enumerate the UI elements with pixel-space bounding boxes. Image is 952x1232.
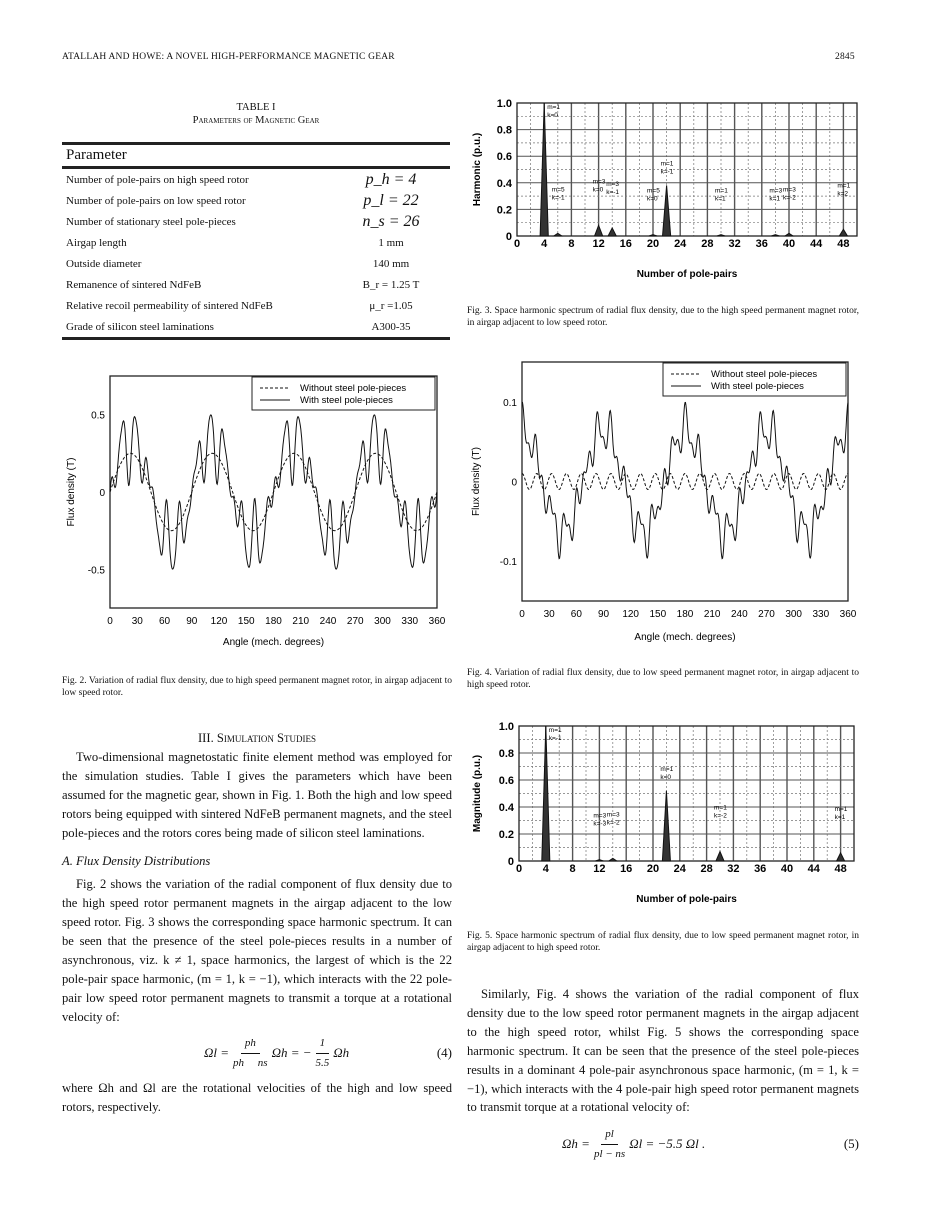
parameter-name: Outside diameter xyxy=(66,257,142,270)
peak-label-k: k=2 xyxy=(837,190,849,198)
y-axis-label: Flux density (T) xyxy=(66,457,77,527)
spectrum-peak xyxy=(554,233,562,236)
parameter-value: μ_r =1.05 xyxy=(369,299,413,312)
x-tick-label: 270 xyxy=(346,616,364,627)
y-tick-label: 1.0 xyxy=(496,98,512,110)
equation-5 xyxy=(467,1125,859,1163)
x-tick-label: 30 xyxy=(543,609,555,620)
x-tick-label: 0 xyxy=(519,609,525,620)
x-tick-label: 210 xyxy=(703,609,721,620)
parameter-value: A300-35 xyxy=(332,316,450,339)
table-row xyxy=(62,232,450,253)
left-column-text xyxy=(62,729,452,1116)
x-tick-label: 330 xyxy=(812,609,830,620)
eq-fraction xyxy=(316,1034,330,1073)
x-tick-label: 16 xyxy=(620,863,633,875)
equation-4 xyxy=(62,1035,452,1073)
parameter-name: Number of pole-pairs on high speed rotor xyxy=(66,173,249,186)
parameter-name: Number of stationary steel pole-pieces xyxy=(66,215,236,228)
figure-4-caption: Fig. 4. Variation of radial flux density, due to low speed permanent magnet rotor, in airgap adjacent to high speed rotor. xyxy=(467,668,859,690)
x-tick-label: 4 xyxy=(542,863,549,875)
peak-label-m: m=1 xyxy=(715,187,728,195)
table-header: Parameter xyxy=(62,144,450,168)
x-tick-label: 28 xyxy=(700,863,713,875)
x-tick-label: 150 xyxy=(649,609,667,620)
y-tick-label: 0.5 xyxy=(91,410,105,422)
x-axis-label: Angle (mech. degrees) xyxy=(634,632,736,643)
parameter-value: 140 mm xyxy=(372,257,410,270)
x-tick-label: 360 xyxy=(428,616,446,627)
peak-label-m: m=1 xyxy=(660,160,674,168)
spectrum-peak xyxy=(595,860,603,861)
x-tick-label: 36 xyxy=(754,863,767,875)
x-tick-label: 30 xyxy=(131,616,143,627)
eq-lhs: Ωl = xyxy=(204,1045,230,1061)
spectrum-peak xyxy=(717,235,725,236)
x-tick-label: 300 xyxy=(785,609,803,620)
denominator: 5.5 xyxy=(315,1057,330,1070)
legend-label: Without steel pole-pieces xyxy=(711,369,818,380)
paragraph: where Ωh and Ωl are the rotational velocities of the high and low speed rotors, respectively. xyxy=(62,1080,452,1114)
peak-label-m: m=1 xyxy=(714,804,727,812)
peak-label-k: k=1 xyxy=(834,813,846,821)
legend-label: With steel pole-pieces xyxy=(711,381,804,392)
figure-2-flux-density-chart xyxy=(62,368,452,653)
x-tick-label: 0 xyxy=(107,616,113,627)
y-tick-label: -0.5 xyxy=(87,565,105,577)
x-tick-label: 270 xyxy=(758,609,775,620)
y-tick-label: 0.4 xyxy=(498,802,514,814)
peak-label-k: k=-1 xyxy=(606,189,620,197)
peak-label-m: m=1 xyxy=(547,104,561,111)
table-caption: Parameters of Magnetic Gear xyxy=(192,115,320,126)
series-line-0 xyxy=(522,474,848,490)
x-axis-label: Number of pole-pairs xyxy=(636,269,738,280)
table-row xyxy=(62,253,450,274)
figure-3-harmonic-spectrum xyxy=(467,95,862,285)
y-tick-label: 0.1 xyxy=(503,397,517,409)
numerator: pl xyxy=(601,1125,618,1145)
peak-label-m: m=1 xyxy=(548,727,562,734)
x-tick-label: 40 xyxy=(780,863,794,875)
x-tick-label: 180 xyxy=(265,616,282,627)
y-tick-label: 0.2 xyxy=(496,204,512,217)
peak-label-k: k=-1 xyxy=(548,735,562,742)
x-tick-label: 0 xyxy=(513,238,521,250)
x-tick-label: 120 xyxy=(622,609,640,620)
eq-lhs: Ωh = xyxy=(562,1135,590,1151)
denominator: pl − ns xyxy=(593,1147,626,1160)
y-tick-label: -0.1 xyxy=(499,557,517,569)
x-tick-label: 44 xyxy=(807,863,820,875)
x-tick-label: 24 xyxy=(673,863,686,875)
series-line-1 xyxy=(110,415,437,569)
y-tick-label: 0.8 xyxy=(498,748,514,760)
x-tick-label: 12 xyxy=(592,238,605,250)
parameter-name: Airgap length xyxy=(66,236,127,249)
y-tick-label: 0 xyxy=(505,231,512,243)
running-header: ATALLAH AND HOWE: A NOVEL HIGH-PERFORMANCE MAGNETIC GEAR xyxy=(62,52,395,62)
x-tick-label: 90 xyxy=(186,616,198,627)
eq-fraction xyxy=(233,1034,268,1073)
peak-label-m: m=5 xyxy=(647,187,660,195)
y-axis-label: Harmonic (p.u.) xyxy=(472,132,483,207)
peak-label-m: m=5 xyxy=(551,186,565,194)
spectrum-peak xyxy=(609,858,617,861)
figure-2-caption: Fig. 2. Variation of radial flux density, due to high speed permanent magnet rotor, in airgap adjacent to low speed rotor. xyxy=(62,676,452,698)
x-tick-label: 36 xyxy=(755,238,768,250)
x-tick-label: 60 xyxy=(158,616,171,627)
parameter-value: B_r = 1.25 T xyxy=(362,278,420,291)
table-row xyxy=(62,190,450,211)
parameters-table xyxy=(62,142,450,340)
x-tick-label: 8 xyxy=(568,238,575,250)
peak-label-m: m=3 xyxy=(606,181,620,189)
peak-label-k: k=-1 xyxy=(660,168,674,176)
equation-number: (4) xyxy=(436,1045,452,1061)
x-tick-label: 12 xyxy=(593,863,606,875)
x-tick-label: 240 xyxy=(319,616,337,627)
x-tick-label: 60 xyxy=(570,609,582,620)
parameter-name: Remanence of sintered NdFeB xyxy=(66,278,202,291)
x-tick-label: 240 xyxy=(730,609,748,620)
figure-5-caption: Fig. 5. Space harmonic spectrum of radial flux density, due to low speed permanent magnet rotor, in airgap adjacent to high speed rotor. xyxy=(467,931,859,953)
y-tick-label: 0 xyxy=(99,488,105,499)
table-label: TABLE I xyxy=(236,102,276,113)
numerator: ph xyxy=(241,1034,260,1054)
eq-middle: Ωh = − xyxy=(271,1045,312,1061)
spectrum-peak xyxy=(716,852,724,861)
parameter-name: Grade of silicon steel laminations xyxy=(62,316,332,339)
x-tick-label: 20 xyxy=(646,238,660,250)
y-tick-label: 0 xyxy=(507,856,514,868)
peak-label-k: k=0 xyxy=(660,773,672,781)
eq-fraction xyxy=(594,1125,625,1164)
parameter-value: 1 mm xyxy=(378,236,404,249)
table-row xyxy=(62,295,450,316)
table-row xyxy=(62,274,450,295)
y-tick-label: 0.2 xyxy=(498,829,514,841)
y-axis-label: Magnitude (p.u.) xyxy=(472,754,483,833)
x-tick-label: 28 xyxy=(701,238,714,250)
table-row xyxy=(62,211,450,232)
parameter-value: p_h = 4 xyxy=(365,170,417,188)
x-tick-label: 16 xyxy=(619,238,632,250)
subsection-heading: A. Flux Density Distributions xyxy=(62,854,211,869)
y-axis-label: Flux density (T) xyxy=(471,447,482,516)
y-tick-label: 0.8 xyxy=(496,124,512,137)
peak-label-m: m=3 xyxy=(769,187,783,195)
x-axis-label: Angle (mech. degrees) xyxy=(222,637,325,648)
y-tick-label: 0.6 xyxy=(498,775,514,787)
table-row xyxy=(62,316,450,339)
spectrum-peak xyxy=(771,235,779,236)
x-tick-label: 180 xyxy=(676,609,694,620)
peak-label-k: k=0 xyxy=(592,186,604,194)
x-tick-label: 0 xyxy=(515,863,523,875)
legend-label: With steel pole-pieces xyxy=(300,395,393,406)
plot-frame xyxy=(522,362,848,601)
spectrum-peak xyxy=(649,235,657,236)
figure-4-flux-density-chart xyxy=(467,355,862,655)
x-tick-label: 150 xyxy=(237,616,255,627)
x-tick-label: 32 xyxy=(727,863,740,875)
peak-label-k: k=-3 xyxy=(593,820,607,828)
x-tick-label: 20 xyxy=(646,863,660,875)
right-column-text xyxy=(467,985,859,1163)
x-axis-label: Number of pole-pairs xyxy=(636,894,737,905)
spectrum-peak xyxy=(662,791,670,861)
section-heading: III. Simulation Studies xyxy=(197,731,317,745)
spectrum-peak xyxy=(839,229,847,236)
paragraph: Similarly, Fig. 4 shows the variation of the radial component of flux density due to the low speed rotor permanent magnets in the airgap adjacent to the high speed rotor, whilst Fig. 5 shows the corresponding space harmonic spectrum. It can be seen that the presence of the steel pole-pieces results in a dominant 4 pole-pair asynchronous space harmonic, (m = 1, k = −1), which interacts with the 4 pole-pair high speed rotor permanent magnets to transmit torque at a rotational velocity of: xyxy=(467,987,859,1115)
legend-label: Without steel pole-pieces xyxy=(300,383,407,394)
parameter-name: Number of pole-pairs on low speed rotor xyxy=(66,194,246,207)
parameter-value: p_l = 22 xyxy=(363,191,419,209)
peak-label-m: m=1 xyxy=(834,805,848,813)
peak-label-m: m=3 xyxy=(592,178,606,186)
x-tick-label: 44 xyxy=(810,238,823,250)
y-tick-label: 0 xyxy=(511,477,517,489)
y-tick-label: 0.6 xyxy=(496,151,512,164)
page-number: 2845 xyxy=(835,52,855,62)
x-tick-label: 8 xyxy=(569,863,576,875)
y-tick-label: 1.0 xyxy=(498,721,514,733)
x-tick-label: 4 xyxy=(541,238,548,250)
peak-label-k: k=-2 xyxy=(783,194,796,202)
peak-label-k: k=-2 xyxy=(606,819,620,827)
y-tick-label: 0.4 xyxy=(496,177,512,190)
numerator: 1 xyxy=(316,1034,330,1054)
x-tick-label: 24 xyxy=(674,238,687,250)
spectrum-peak xyxy=(837,853,845,861)
eq-middle: Ωl = −5.5 Ωl . xyxy=(629,1135,706,1151)
peak-label-k: k=0 xyxy=(547,112,558,119)
peak-label-k: k=1 xyxy=(769,195,781,203)
paragraph: Fig. 2 shows the variation of the radial component of flux density due to the high speed rotor permanent magnets in the airgap adjacent to the low speed rotor. Fig. 3 shows the corresponding space harmonic spectrum. It can be seen that the presence of the steel pole-pieces results in a number of asynchronous, viz. k ≠ 1, space harmonics, the largest of which is the 22 pole-pair space harmonic, (m = 1, k = −1), which interacts with the 22 pole-pair low speed rotor permanent magnets to transmit a torque at a rotational velocity of: xyxy=(62,877,452,1024)
x-tick-label: 300 xyxy=(374,616,391,627)
figure-5-harmonic-spectrum xyxy=(467,718,862,913)
eq-rhs: Ωh xyxy=(333,1045,350,1061)
peak-label-k: k=1 xyxy=(715,195,726,203)
spectrum-peak xyxy=(785,233,793,236)
peak-label-k: k=-2 xyxy=(714,812,727,820)
x-tick-label: 32 xyxy=(728,238,741,250)
peak-label-m: m=1 xyxy=(660,765,674,773)
series-line-1 xyxy=(522,403,848,559)
peak-label-k: k=0 xyxy=(647,195,658,203)
peak-label-m: m=3 xyxy=(606,811,620,819)
x-tick-label: 360 xyxy=(839,609,857,620)
x-tick-label: 48 xyxy=(837,238,850,250)
peak-label-m: m=3 xyxy=(783,186,796,194)
equation-number: (5) xyxy=(843,1135,859,1151)
peak-label-m: m=3 xyxy=(593,812,607,820)
parameter-value: n_s = 26 xyxy=(362,212,420,230)
peak-label-k: k=-1 xyxy=(551,194,565,202)
table-row xyxy=(62,168,450,191)
denominator: ph ns xyxy=(233,1057,268,1070)
x-tick-label: 90 xyxy=(597,609,610,620)
x-tick-label: 40 xyxy=(782,238,796,250)
paragraph: Two-dimensional magnetostatic finite element method was employed for the simulation studies. Table I gives the parameters which have been assumed for the magnetic gear, shown in Fig. 1. Both the high and low speed rotors being equipped with sintered NdFeB permanent magnets, and the steel pole-pieces and the rotors cores being made of silicon steel laminations. xyxy=(62,749,452,840)
figure-3-caption: Fig. 3. Space harmonic spectrum of radial flux density, due to the high speed permanent magnet rotor, in airgap adjacent to low speed rotor. xyxy=(467,306,859,328)
parameter-name: Relative recoil permeability of sintered NdFeB xyxy=(66,299,273,312)
spectrum-peak xyxy=(663,185,671,236)
x-tick-label: 330 xyxy=(401,616,419,627)
x-tick-label: 48 xyxy=(834,863,847,875)
x-tick-label: 210 xyxy=(292,616,310,627)
spectrum-peak xyxy=(595,225,603,236)
spectrum-peak xyxy=(608,228,616,236)
x-tick-label: 120 xyxy=(210,616,228,627)
peak-label-m: m=1 xyxy=(837,182,851,190)
table-title xyxy=(62,101,450,127)
